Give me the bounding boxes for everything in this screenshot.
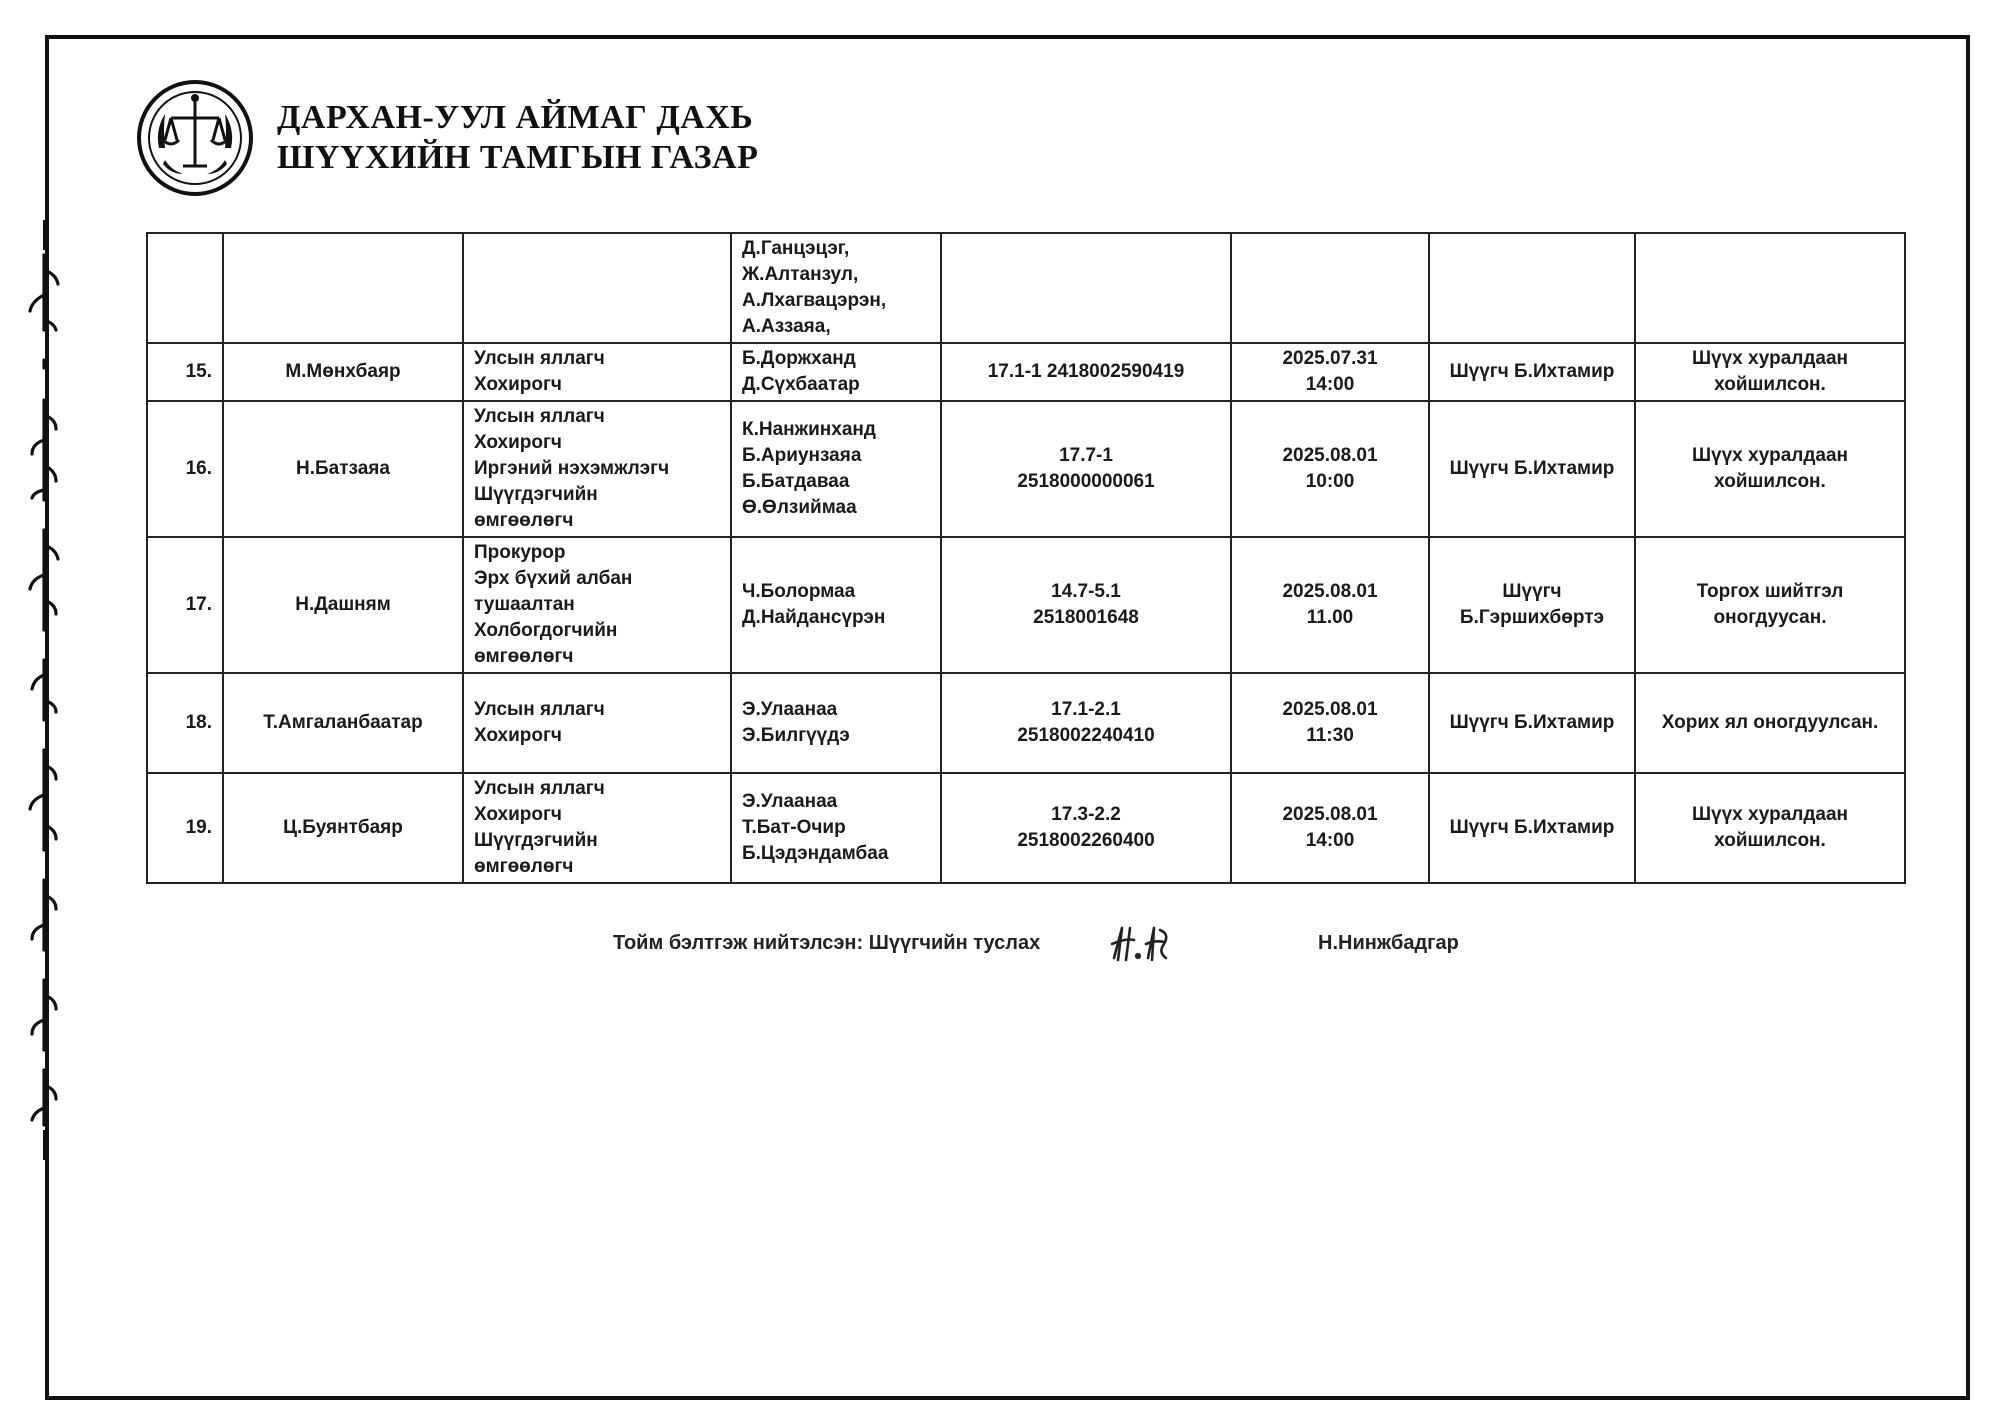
parties-line: өмгөөлөгч (474, 510, 574, 531)
result-line: оногдуусан. (1713, 607, 1827, 628)
judge-line: Шүүгч Б.Ихтамир (1449, 712, 1615, 733)
case-code-line: 17.1-1 2418002590419 (987, 361, 1185, 382)
parties-line: Улсын яллагч (474, 348, 605, 369)
participants-line: К.Нанжинханд (742, 419, 876, 440)
datetime-line: 14:00 (1305, 830, 1355, 851)
judge-cell (1429, 233, 1635, 343)
mongolian-script-decoration (22, 220, 66, 1160)
document-header (135, 78, 758, 198)
table-row (147, 537, 1905, 673)
participant-name: А.Лхагвацэрэн, (742, 290, 887, 311)
datetime-line: 2025.08.01 (1282, 581, 1378, 602)
case-code-line: 2518001648 (1033, 607, 1139, 628)
parties-line: Улсын яллагч (474, 699, 605, 720)
participants-line: Б.Доржханд (742, 348, 856, 369)
result-cell (1635, 773, 1905, 883)
court-emblem-icon (135, 78, 255, 198)
parties-line: Иргэний нэхэмжлэгч (474, 458, 670, 479)
datetime-line: 11:30 (1306, 725, 1354, 746)
participant-name: Ж.Алтанзул, (742, 264, 859, 285)
hearing-schedule-table (146, 232, 1906, 884)
row-number-cell: 15. (147, 343, 223, 401)
participants-line: Э.Улаанаа (742, 699, 838, 720)
preparer-name: Н.Нинжбадгар (1318, 932, 1459, 954)
defendant-cell: М.Мөнхбаяр (223, 343, 463, 401)
judge-cell (1429, 773, 1635, 883)
table-row (147, 673, 1905, 773)
parties-line: өмгөөлөгч (474, 856, 574, 877)
participants-line: Б.Батдаваа (742, 471, 850, 492)
defendant-cell: Ц.Буянтбаяр (223, 773, 463, 883)
signature-mark (1108, 922, 1178, 966)
result-line: хойшилсон. (1714, 471, 1826, 492)
case-code-line: 2518002260400 (1017, 830, 1155, 851)
participants-line: Д.Сүхбаатар (742, 374, 860, 395)
result-line: хойшилсон. (1714, 830, 1826, 851)
case-code-cell (941, 343, 1231, 401)
defendant-cell (223, 233, 463, 343)
datetime-cell (1231, 401, 1429, 537)
parties-line: Хохирогч (474, 725, 562, 746)
datetime-line: 2025.07.31 (1282, 348, 1378, 369)
result-line: Хорих ял оногдуулсан. (1661, 712, 1879, 733)
participants-cell (731, 401, 941, 537)
parties-cell (463, 537, 731, 673)
parties-line: Хохирогч (474, 374, 562, 395)
participants-line: Э.Улаанаа (742, 791, 838, 812)
table-row (147, 401, 1905, 537)
parties-line: Эрх бүхий албан (474, 568, 633, 589)
parties-line: Улсын яллагч (474, 406, 605, 427)
prepared-by-label: Тойм бэлтгэж нийтэлсэн: Шүүгчийн туслах (613, 932, 1041, 954)
parties-line: Хохирогч (474, 432, 562, 453)
institution-name-line2: ШҮҮХИЙН ТАМГЫН ГАЗАР (277, 139, 759, 176)
judge-cell (1429, 673, 1635, 773)
case-code-line: 17.7-1 (1059, 445, 1113, 466)
datetime-line: 10:00 (1305, 471, 1355, 492)
datetime-cell (1231, 537, 1429, 673)
parties-cell (463, 343, 731, 401)
participants-cell (731, 233, 941, 343)
judge-line: Шүүгч Б.Ихтамир (1449, 361, 1615, 382)
datetime-line: 2025.08.01 (1282, 804, 1378, 825)
defendant-cell: Т.Амгаланбаатар (223, 673, 463, 773)
datetime-line: 14:00 (1305, 374, 1355, 395)
parties-line: Холбогдогчийн (474, 620, 618, 641)
result-cell (1635, 343, 1905, 401)
parties-line: Прокурор (474, 542, 566, 563)
case-code-cell (941, 773, 1231, 883)
case-code-line: 14.7-5.1 (1051, 581, 1121, 602)
judge-cell (1429, 537, 1635, 673)
datetime-line: 2025.08.01 (1282, 699, 1378, 720)
case-code-line: 2518002240410 (1017, 725, 1155, 746)
institution-name-line1: ДАРХАН-УУЛ АЙМАГ ДАХЬ (277, 99, 754, 136)
row-number-cell: 16. (147, 401, 223, 537)
result-cell (1635, 401, 1905, 537)
judge-cell (1429, 343, 1635, 401)
parties-line: Хохирогч (474, 804, 562, 825)
participants-cell (731, 343, 941, 401)
participants-line: Б.Ариунзаяа (742, 445, 862, 466)
judge-line: Шүүгч (1502, 581, 1562, 602)
judge-line: Шүүгч Б.Ихтамир (1449, 817, 1615, 838)
datetime-line: 2025.08.01 (1282, 445, 1378, 466)
case-code-cell (941, 233, 1231, 343)
result-line: Шүүх хуралдаан (1691, 348, 1849, 369)
result-line: Шүүх хуралдаан (1691, 445, 1849, 466)
parties-cell (463, 773, 731, 883)
row-number-cell: 19. (147, 773, 223, 883)
result-line: Шүүх хуралдаан (1691, 804, 1849, 825)
defendant-cell: Н.Дашням (223, 537, 463, 673)
participants-line: Т.Бат-Очир (742, 817, 846, 838)
row-number-cell: 18. (147, 673, 223, 773)
result-cell (1635, 673, 1905, 773)
result-cell (1635, 537, 1905, 673)
table-row (147, 233, 1905, 343)
participants-line: Ч.Болормаа (742, 581, 856, 602)
participants-line: Д.Найдансүрэн (742, 607, 886, 628)
result-cell (1635, 233, 1905, 343)
case-code-cell (941, 537, 1231, 673)
participants-line: Ө.Өлзиймаа (742, 497, 857, 518)
participant-name: А.Аззаяа, (742, 316, 831, 337)
table-row (147, 773, 1905, 883)
datetime-cell (1231, 673, 1429, 773)
parties-cell (463, 233, 731, 343)
case-code-cell (941, 401, 1231, 537)
table-row (147, 343, 1905, 401)
participants-cell (731, 673, 941, 773)
participant-name: Д.Ганцэцэг, (742, 238, 850, 259)
parties-cell (463, 673, 731, 773)
parties-line: Улсын яллагч (474, 778, 605, 799)
parties-line: тушаалтан (474, 594, 575, 615)
datetime-cell (1231, 343, 1429, 401)
parties-line: Шүүгдэгчийн (474, 484, 598, 505)
case-code-line: 17.1-2.1 (1051, 699, 1121, 720)
row-number-cell: 17. (147, 537, 223, 673)
judge-cell (1429, 401, 1635, 537)
parties-cell (463, 401, 731, 537)
case-code-line: 2518000000061 (1017, 471, 1155, 492)
datetime-cell (1231, 233, 1429, 343)
row-number-cell (147, 233, 223, 343)
participants-cell (731, 773, 941, 883)
parties-line: өмгөөлөгч (474, 646, 574, 667)
datetime-line: 11.00 (1306, 607, 1354, 628)
defendant-cell: Н.Батзаяа (223, 401, 463, 537)
participants-line: Б.Цэдэндамбаа (742, 843, 889, 864)
judge-line: Шүүгч Б.Ихтамир (1449, 458, 1615, 479)
case-code-cell (941, 673, 1231, 773)
result-line: хойшилсон. (1714, 374, 1826, 395)
result-line: Торгох шийтгэл (1696, 581, 1844, 602)
case-code-line: 17.3-2.2 (1051, 804, 1121, 825)
participants-cell (731, 537, 941, 673)
datetime-cell (1231, 773, 1429, 883)
participants-line: Э.Билгүүдэ (742, 725, 850, 746)
parties-line: Шүүгдэгчийн (474, 830, 598, 851)
judge-line: Б.Гэршихбөртэ (1459, 607, 1605, 628)
